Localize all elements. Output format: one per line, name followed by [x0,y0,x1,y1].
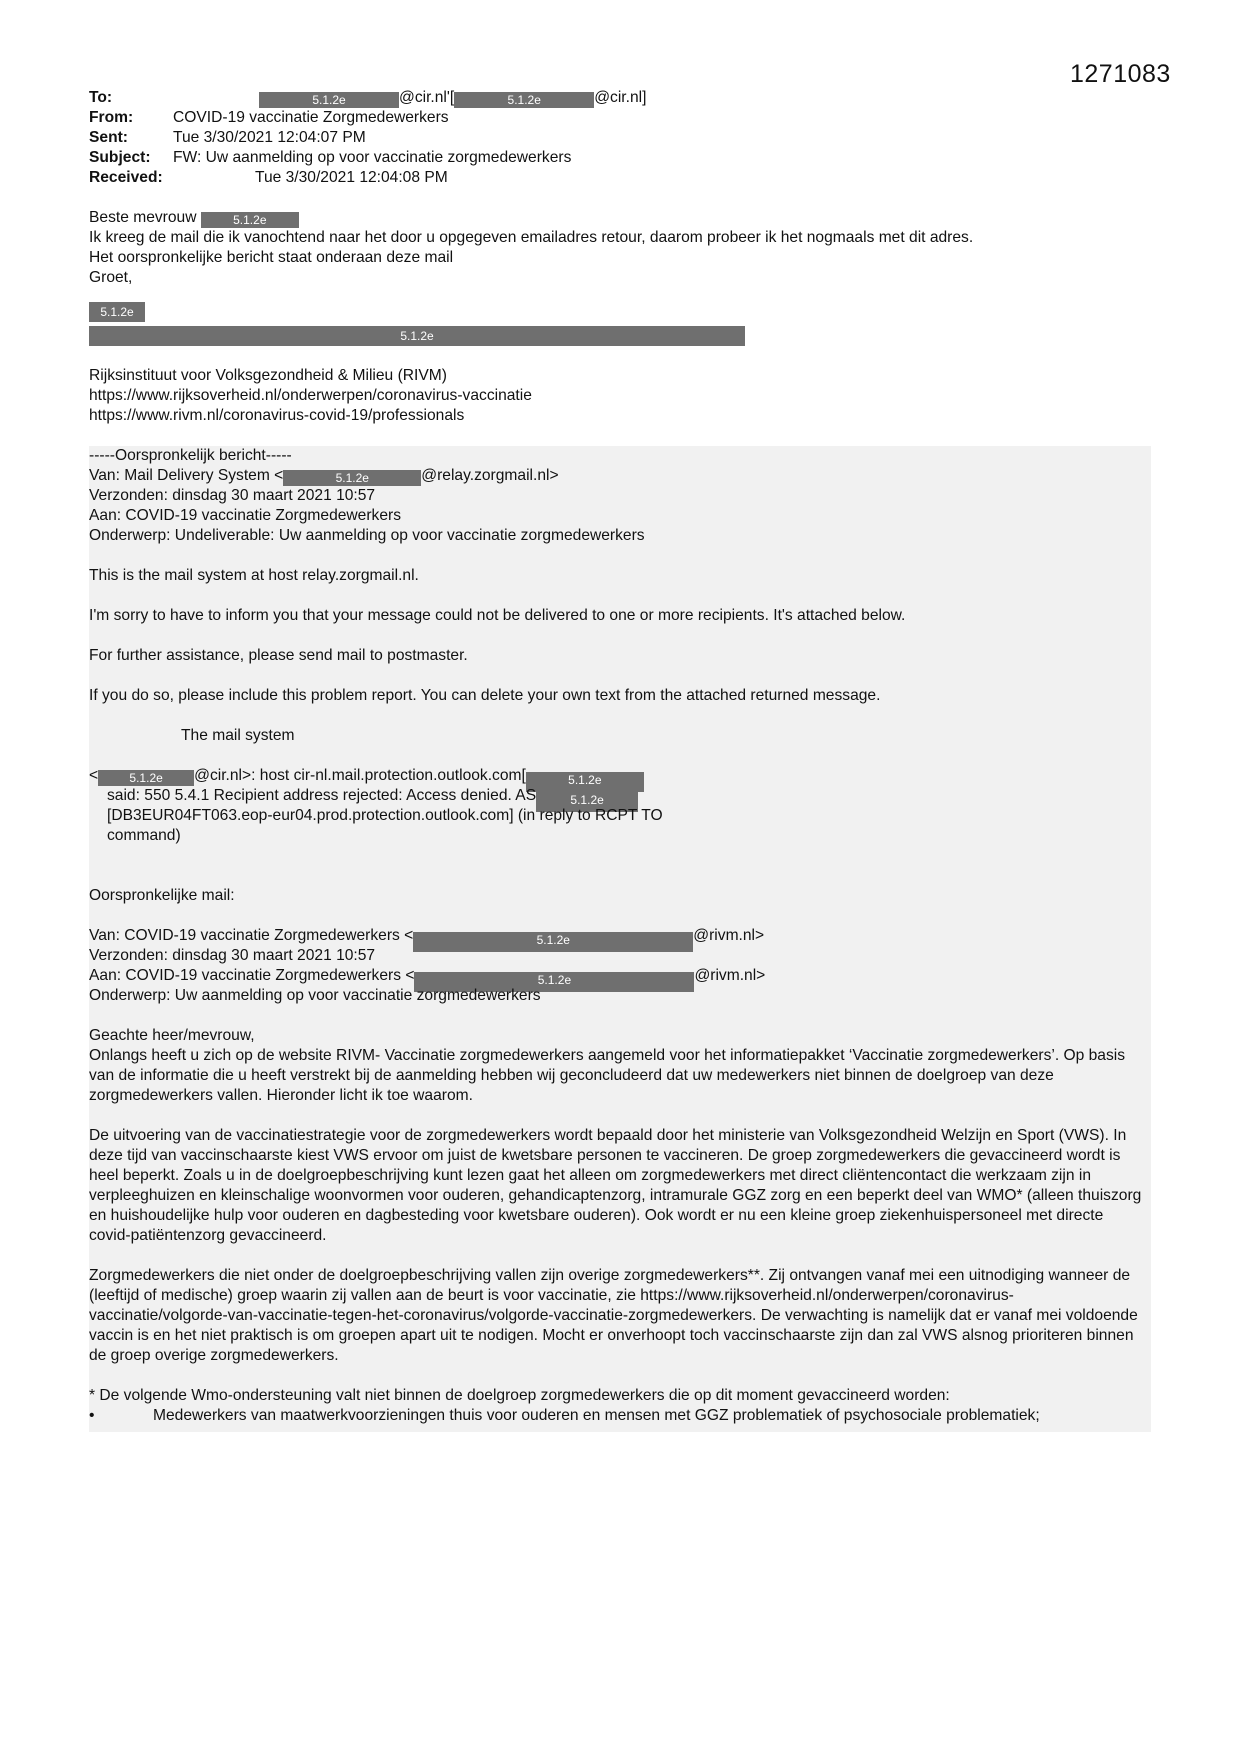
intro-line-1: Ik kreeg de mail die ik vanochtend naar het door u opgegeven emailadres retour, daarom probeer ik het nogmaals met dit adres. [89,229,974,246]
bounce-p3: For further assistance, please send mail to postmaster. [89,647,468,664]
received-label: Received: [89,169,163,186]
redaction-box: 5.1.2e [283,470,421,486]
document-number: 1271083 [1070,60,1171,88]
bounce-error-said: said: 550 5.4.1 Recipient address rejected: Access denied. AS [107,787,537,804]
original-salutation: Geachte heer/mevrouw, [89,1027,255,1044]
original-paragraph-3: Zorgmedewerkers die niet onder de doelgroepbeschrijving vallen zijn overige zorgmedewerkers**. Zij ontvangen vanaf mei een uitnodiging wanneer de (leeftijd of medische) groep waarin zij vallen aan de beurt is voor vaccinatie, zie https://www.rijksoverheid.nl/onderwerpen/coronavirus-vaccinatie/volgorde-van-vaccinatie-tegen-het-coronavirus/volgorde-vaccinatie-zorgmedewerkers. De verwachting is namelijk dat er vanaf mei voldoende vaccin is en het niet praktisch is om groepen apart uit te nodigen. Mocht er onverhoopt toch vaccinschaarste zijn dan zal VWS alsnog prioriteren binnen de groep overige zorgmedewerkers. [89,1267,1138,1364]
received-value: Tue 3/30/2021 12:04:08 PM [255,169,448,186]
forward-verzonden: Verzonden: dinsdag 30 maart 2021 10:57 [89,487,376,504]
redaction-box: 5.1.2e [414,972,694,992]
bounce-error-line-4: command) [107,827,181,844]
subject-value: FW: Uw aanmelding op voor vaccinatie zorgmedewerkers [173,149,572,166]
bounce-p2: I'm sorry to have to inform you that your message could not be delivered to one or more recipients. It's attached below. [89,607,906,624]
forward-onderwerp: Onderwerp: Undeliverable: Uw aanmelding op voor vaccinatie zorgmedewerkers [89,527,645,544]
email-document [89,88,1149,1432]
original-footnote: * De volgende Wmo-ondersteuning valt niet binnen de doelgroep zorgmedewerkers die op dit moment gevaccineerd worden: [89,1387,950,1404]
redaction-box: 5.1.2e [98,770,194,786]
bullet-text: Medewerkers van maatwerkvoorzieningen thuis voor ouderen en mensen met GGZ problematiek of psychosociale problematiek; [153,1407,1040,1424]
bounce-error-lt: < [89,767,99,784]
header-received [89,168,1149,188]
to-domain-2: @cir.nl] [594,89,647,106]
from-value: COVID-19 vaccinatie Zorgmedewerkers [173,109,449,126]
forward-separator: -----Oorspronkelijk bericht----- [89,447,292,464]
original-onderwerp: Onderwerp: Uw aanmelding op voor vaccinatie zorgmedewerkers [89,987,541,1004]
original-aan [89,966,1151,986]
redaction-box: 5.1.2e [89,302,145,322]
bounce-p4: If you do so, please include this problem report. You can delete your own text from the attached returned message. [89,687,881,704]
redaction-box: 5.1.2e [526,772,644,792]
bounce-p1: This is the mail system at host relay.zorgmail.nl. [89,567,419,584]
signature-org: Rijksinstituut voor Volksgezondheid & Milieu (RIVM) [89,367,447,384]
redaction-box: 5.1.2e [259,92,399,108]
original-heading: Oorspronkelijke mail: [89,887,235,904]
intro-closing: Groet, [89,269,133,286]
forwarded-message-block [89,446,1151,1432]
forward-van-prefix: Van: Mail Delivery System < [89,467,284,484]
original-van-suffix: @rivm.nl> [693,927,765,944]
to-label: To: [89,89,113,106]
redaction-box: 5.1.2e [201,212,299,228]
forward-aan: Aan: COVID-19 vaccinatie Zorgmedewerkers [89,507,401,524]
original-paragraph-1: Onlangs heeft u zich op de website RIVM- Vaccinatie zorgmedewerkers aangemeld voor het informatiepakket ‘Vaccinatie zorgmedewerkers’. Op basis van de informatie die u heeft verstrekt bij de aanmelding hebben wij geconcludeerd dat uw medewerkers niet binnen de doelgroep van deze zorgmedewerkers vallen. Hieronder licht ik toe waarom. [89,1047,1126,1104]
bounce-error-host: @cir.nl>: host cir-nl.mail.protection.outlook.com[ [194,767,526,784]
from-label: From: [89,109,134,126]
redaction-box: 5.1.2e [413,932,693,952]
signature-url-2: https://www.rivm.nl/coronavirus-covid-19/professionals [89,407,465,424]
forward-van [89,466,1151,486]
greeting-text: Beste mevrouw [89,209,197,226]
original-aan-prefix: Aan: COVID-19 vaccinatie Zorgmedewerkers < [89,967,415,984]
bounce-error-line-2 [89,786,1151,806]
bounce-error-line-3: [DB3EUR04FT063.eop-eur04.prod.protection.outlook.com] (in reply to RCPT TO [107,807,663,824]
to-domain-1: @cir.nl'[ [399,89,455,106]
redaction-box: 5.1.2e [454,92,594,108]
signature-url-1: https://www.rijksoverheid.nl/onderwerpen/coronavirus-vaccinatie [89,387,532,404]
bounce-p5: The mail system [181,727,295,744]
header-from [89,108,1149,128]
greeting [89,208,1149,228]
bullet-icon: • [89,1407,95,1424]
header-to [89,88,1149,108]
intro-line-2: Het oorspronkelijke bericht staat onderaan deze mail [89,249,454,266]
list-item [89,1406,1151,1426]
sent-value: Tue 3/30/2021 12:04:07 PM [173,129,366,146]
redaction-box: 5.1.2e [536,792,638,812]
original-verzonden: Verzonden: dinsdag 30 maart 2021 10:57 [89,947,376,964]
original-van-prefix: Van: COVID-19 vaccinatie Zorgmedewerkers < [89,927,414,944]
redaction-box: 5.1.2e [89,326,745,346]
original-van [89,926,1151,946]
sent-label: Sent: [89,129,128,146]
original-paragraph-2: De uitvoering van de vaccinatiestrategie voor de zorgmedewerkers wordt bepaald door het ministerie van Volksgezondheid Welzijn en Sport (VWS). In deze tijd van vaccinschaarste kiest VWS ervoor om juist de kwetsbare personen te vaccineren. De groep zorgmedewerkers die gevaccineerd wordt is heel beperkt. Zoals u in de doelgroepbeschrijving kunt lezen gaat het alleen om zorgmedewerkers met direct cliëntencontact die werkzaam zijn in verpleeghuizen en kleinschalige woonvormen voor ouderen, gehandicaptenzorg, intramurale GGZ zorg en een beperkt deel van WMO* (alleen thuiszorg en huishoudelijke hulp voor ouderen en dagbesteding voor kwetsbare ouderen). Ook wordt er nu een kleine groep ziekenhuispersoneel met directe covid-patiëntenzorg gevaccineerd. [89,1127,1142,1244]
subject-label: Subject: [89,149,151,166]
original-aan-suffix: @rivm.nl> [694,967,766,984]
bounce-error-line-1 [89,766,1151,786]
forward-van-suffix: @relay.zorgmail.nl> [421,467,559,484]
header-subject [89,148,1149,168]
header-sent [89,128,1149,148]
